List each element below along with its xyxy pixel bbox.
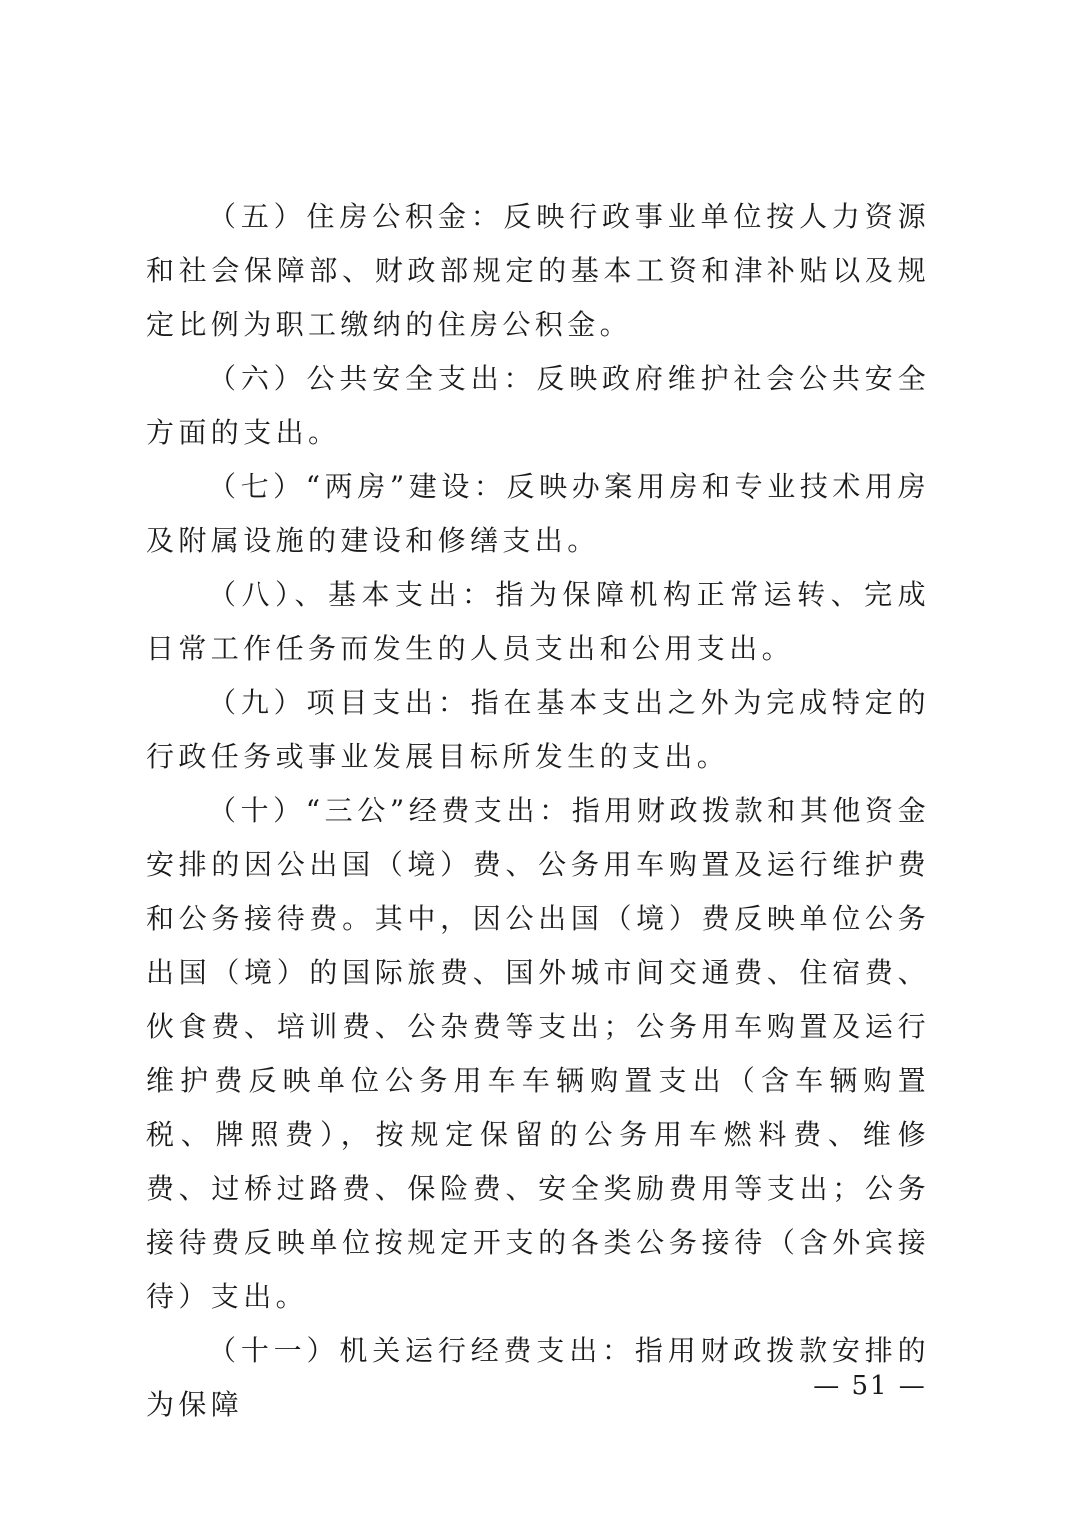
- paragraph-basic-expenditure: （八）、基本支出：指为保障机构正常运转、完成日常工作任务而发生的人员支出和公用支出。: [146, 578, 930, 665]
- paragraph-project-expenditure: （九）项目支出：指在基本支出之外为完成特定的行政任务或事业发展目标所发生的支出。: [146, 686, 930, 773]
- paragraph-public-safety: （六）公共安全支出：反映政府维护社会公共安全方面的支出。: [146, 362, 930, 449]
- paragraph-housing-fund: （五）住房公积金：反映行政事业单位按人力资源和社会保障部、财政部规定的基本工资和津补贴以及规定比例为职工缴纳的住房公积金。: [146, 200, 930, 341]
- page-number: — 51 —: [813, 1371, 927, 1401]
- paragraph-two-buildings: （七）“两房”建设：反映办案用房和专业技术用房及附属设施的建设和修缮支出。: [146, 470, 930, 557]
- document-body: [146, 190, 930, 1432]
- paragraph-three-public-expenses: （十）“三公”经费支出：指用财政拨款和其他资金安排的因公出国（境）费、公务用车购置及运行维护费和公务接待费。其中，因公出国（境）费反映单位公务出国（境）的国际旅费、国外城市间交通费、住宿费、伙食费、培训费、公杂费等支出；公务用车购置及运行维护费反映单位公务用车车辆购置支出（含车辆购置税、牌照费），按规定保留的公务用车燃料费、维修费、过桥过路费、保险费、安全奖励费用等支出；公务接待费反映单位按规定开支的各类公务接待（含外宾接待）支出。: [146, 794, 930, 1313]
- paragraph-agency-operating-expenses: （十一）机关运行经费支出：指用财政拨款安排的为保障: [146, 1334, 930, 1421]
